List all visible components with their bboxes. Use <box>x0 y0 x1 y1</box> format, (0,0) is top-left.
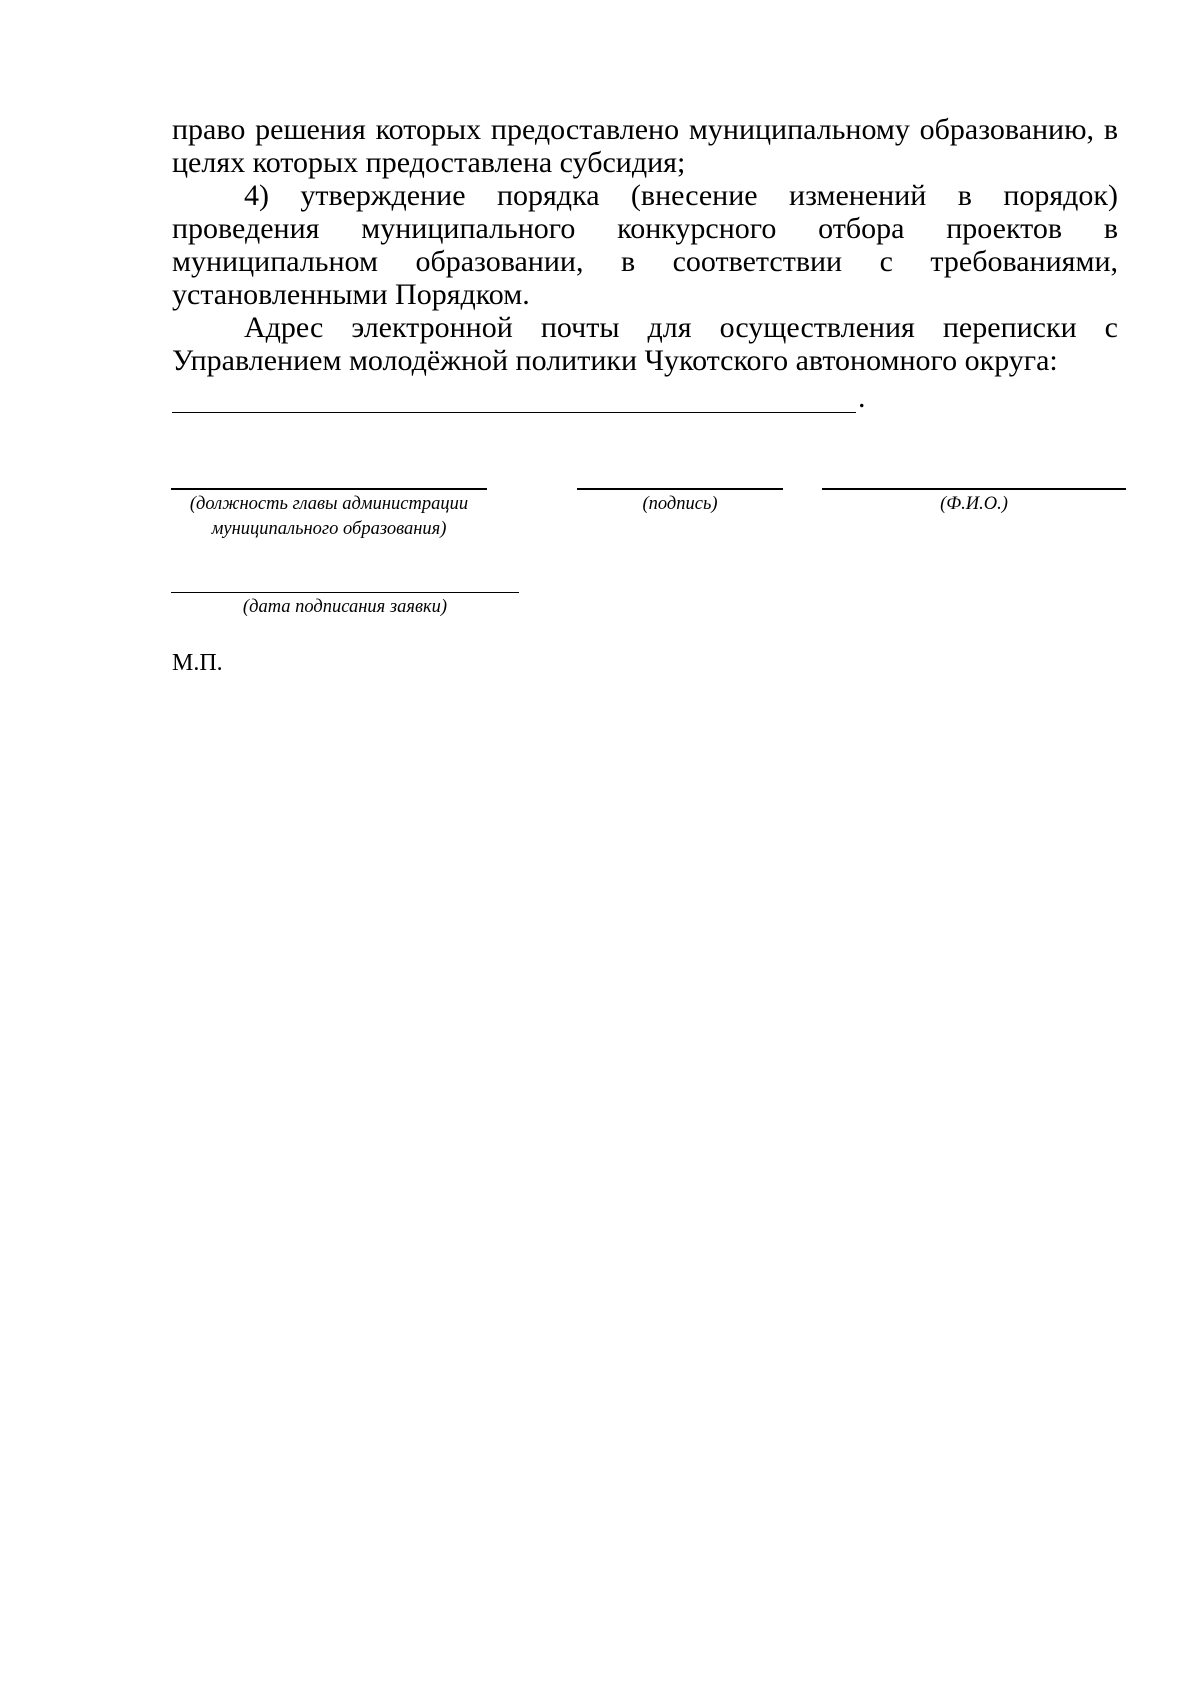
email-line-period: . <box>858 381 866 414</box>
signature-field <box>577 488 783 517</box>
fio-field <box>822 488 1126 517</box>
signing-date-line[interactable] <box>171 592 519 593</box>
position-caption-line-1: (должность главы администрации <box>189 494 469 514</box>
fio-caption: (Ф.И.О.) <box>940 494 1008 514</box>
signature-caption: (подпись) <box>642 494 718 514</box>
signature-line[interactable] <box>577 488 783 490</box>
position-line[interactable] <box>171 488 487 490</box>
document-body <box>172 113 1118 413</box>
paragraph-item-4: 4) утверждение порядка (внесение изменений в порядок) проведения муниципального конкурсного отбора проектов в муниципальном образовании, в соответствии с требованиями, установленными Порядком. <box>172 179 1118 311</box>
stamp-place-label: М.П. <box>172 650 223 676</box>
position-caption <box>171 492 487 542</box>
email-address-line <box>172 377 1118 413</box>
fio-line[interactable] <box>822 488 1126 490</box>
signing-date-field <box>171 592 519 620</box>
paragraph-email-address: Адрес электронной почты для осуществления переписки с Управлением молодёжной политики Чукотского автономного округа: <box>172 311 1118 377</box>
signing-date-caption: (дата подписания заявки) <box>242 597 448 617</box>
position-caption-line-2: муниципального образования) <box>211 519 447 539</box>
position-signature-field <box>171 488 487 542</box>
email-address-field[interactable] <box>172 386 856 413</box>
paragraph-continuation: право решения которых предоставлено муниципальному образованию, в целях которых предоставлена субсидия; <box>172 113 1118 179</box>
